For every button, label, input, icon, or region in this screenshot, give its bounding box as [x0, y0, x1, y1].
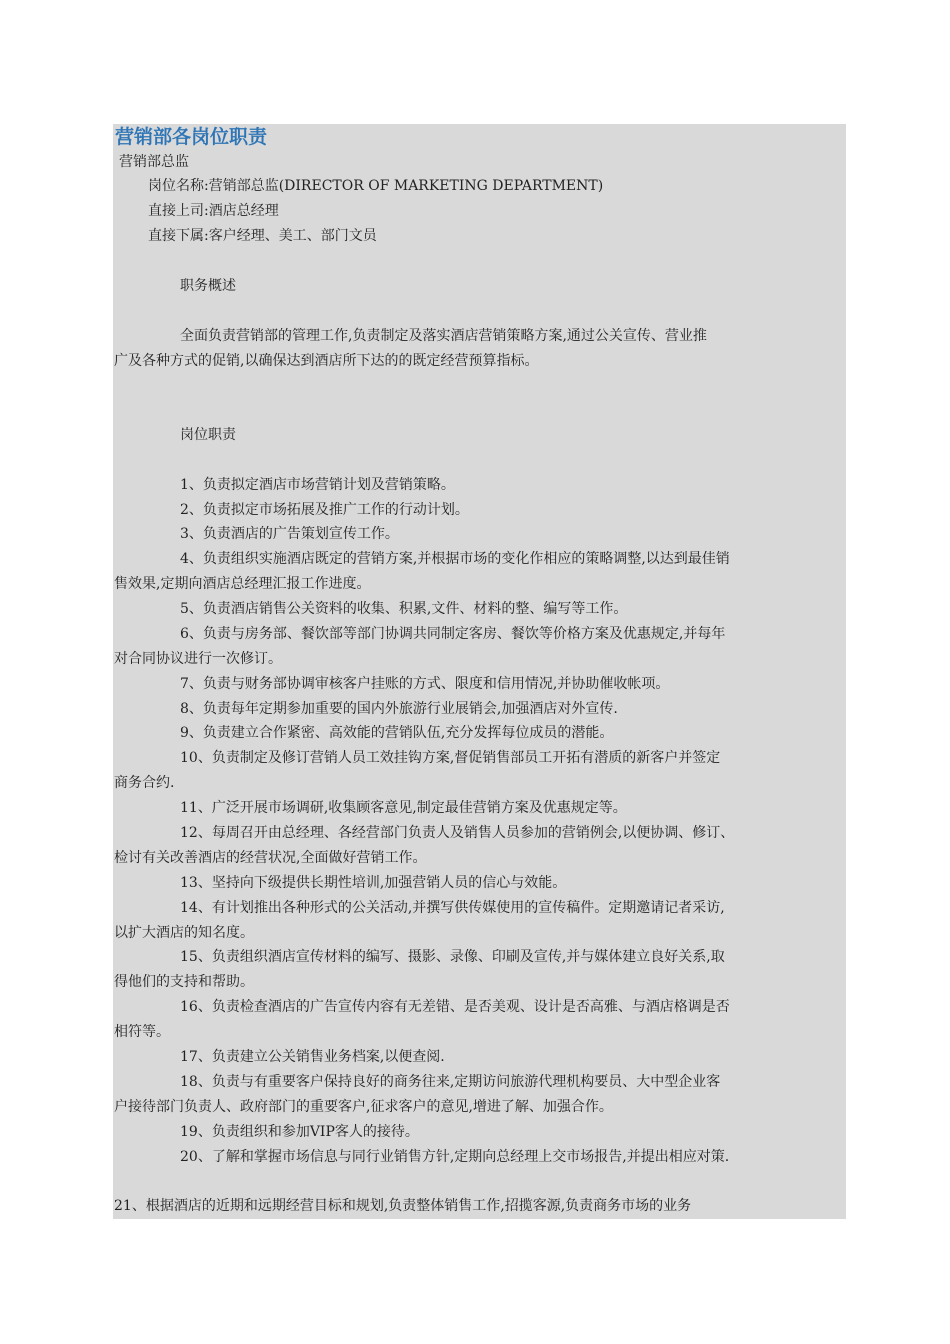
position-name: 岗位名称:营销部总监(DIRECTOR OF MARKETING DEPARTMENT): [148, 178, 604, 194]
duty-item: 17、负责建立公关销售业务档案,以便查阅.: [180, 1049, 445, 1065]
duty-item: 16、负责检查酒店的广告宣传内容有无差错、是否美观、设计是否高雅、与酒店格调是否: [180, 999, 730, 1015]
duty-item: 4、负责组织实施酒店既定的营销方案,并根据市场的变化作相应的策略调整,以达到最佳销: [180, 551, 730, 567]
duty-item-cont: 相符等。: [114, 1024, 170, 1040]
duty-item: 21、根据酒店的近期和远期经营目标和规划,负责整体销售工作,招揽客源,负责商务市场的业务: [114, 1198, 692, 1214]
duty-item-cont: 检讨有关改善酒店的经营状况,全面做好营销工作。: [114, 850, 427, 866]
duty-item: 11、广泛开展市场调研,收集顾客意见,制定最佳营销方案及优惠规定等。: [180, 800, 627, 816]
duty-item: 20、了解和掌握市场信息与同行业销售方针,定期向总经理上交市场报告,并提出相应对策.: [180, 1149, 730, 1165]
duty-item-cont: 户接待部门负责人、政府部门的重要客户,征求客户的意见,增进了解、加强合作。: [114, 1099, 613, 1115]
duty-item: 8、负责每年定期参加重要的国内外旅游行业展销会,加强酒店对外宣传.: [180, 701, 618, 717]
overview-heading: 职务概述: [180, 278, 236, 294]
duty-item: 18、负责与有重要客户保持良好的商务往来,定期访问旅游代理机构要员、大中型企业客: [180, 1074, 721, 1090]
duty-item: 13、坚持向下级提供长期性培训,加强营销人员的信心与效能。: [180, 875, 567, 891]
overview-text: 全面负责营销部的管理工作,负责制定及落实酒店营销策略方案,通过公关宣传、营业推: [180, 328, 707, 344]
duty-item: 9、负责建立合作紧密、高效能的营销队伍,充分发挥每位成员的潜能。: [180, 725, 614, 741]
duty-item: 19、负责组织和参加VIP客人的接待。: [180, 1124, 419, 1140]
duty-item: 3、负责酒店的广告策划宣传工作。: [180, 526, 399, 542]
duty-item: 6、负责与房务部、餐饮部等部门协调共同制定客房、餐饮等价格方案及优惠规定,并每年: [180, 626, 726, 642]
section-heading: 营销部总监: [119, 154, 189, 170]
duty-item: 15、负责组织酒店宣传材料的编写、摄影、录像、印刷及宣传,并与媒体建立良好关系,取: [180, 949, 725, 965]
duty-item: 7、负责与财务部协调审核客户挂账的方式、限度和信用情况,并协助催收帐项。: [180, 676, 670, 692]
duty-item-cont: 以扩大酒店的知名度。: [114, 925, 254, 941]
document-title: 营销部各岗位职责: [115, 126, 268, 148]
duty-item: 14、有计划推出各种形式的公关活动,并撰写供传媒使用的宣传稿件。定期邀请记者采访,: [180, 900, 725, 916]
document-panel: [113, 124, 846, 1219]
direct-subordinates: 直接下属:客户经理、美工、部门文员: [148, 228, 377, 244]
duty-item-cont: 得他们的支持和帮助。: [114, 974, 254, 990]
overview-text: 广及各种方式的促销,以确保达到酒店所下达的的既定经营预算指标。: [114, 353, 539, 369]
duties-heading: 岗位职责: [180, 427, 236, 443]
duty-item-cont: 售效果,定期向酒店总经理汇报工作进度。: [114, 576, 371, 592]
direct-supervisor: 直接上司:酒店总经理: [148, 203, 279, 219]
duty-item: 5、负责酒店销售公关资料的收集、积累,文件、材料的整、编写等工作。: [180, 601, 628, 617]
duty-item: 2、负责拟定市场拓展及推广工作的行动计划。: [180, 502, 469, 518]
duty-item: 1、负责拟定酒店市场营销计划及营销策略。: [180, 477, 455, 493]
duty-item-cont: 对合同协议进行一次修订。: [114, 651, 282, 667]
duty-item-cont: 商务合约.: [114, 775, 175, 791]
duty-item: 10、负责制定及修订营销人员工效挂钩方案,督促销售部员工开拓有潜质的新客户并签定: [180, 750, 721, 766]
duty-item: 12、每周召开由总经理、各经营部门负责人及销售人员参加的营销例会,以便协调、修订、: [180, 825, 735, 841]
